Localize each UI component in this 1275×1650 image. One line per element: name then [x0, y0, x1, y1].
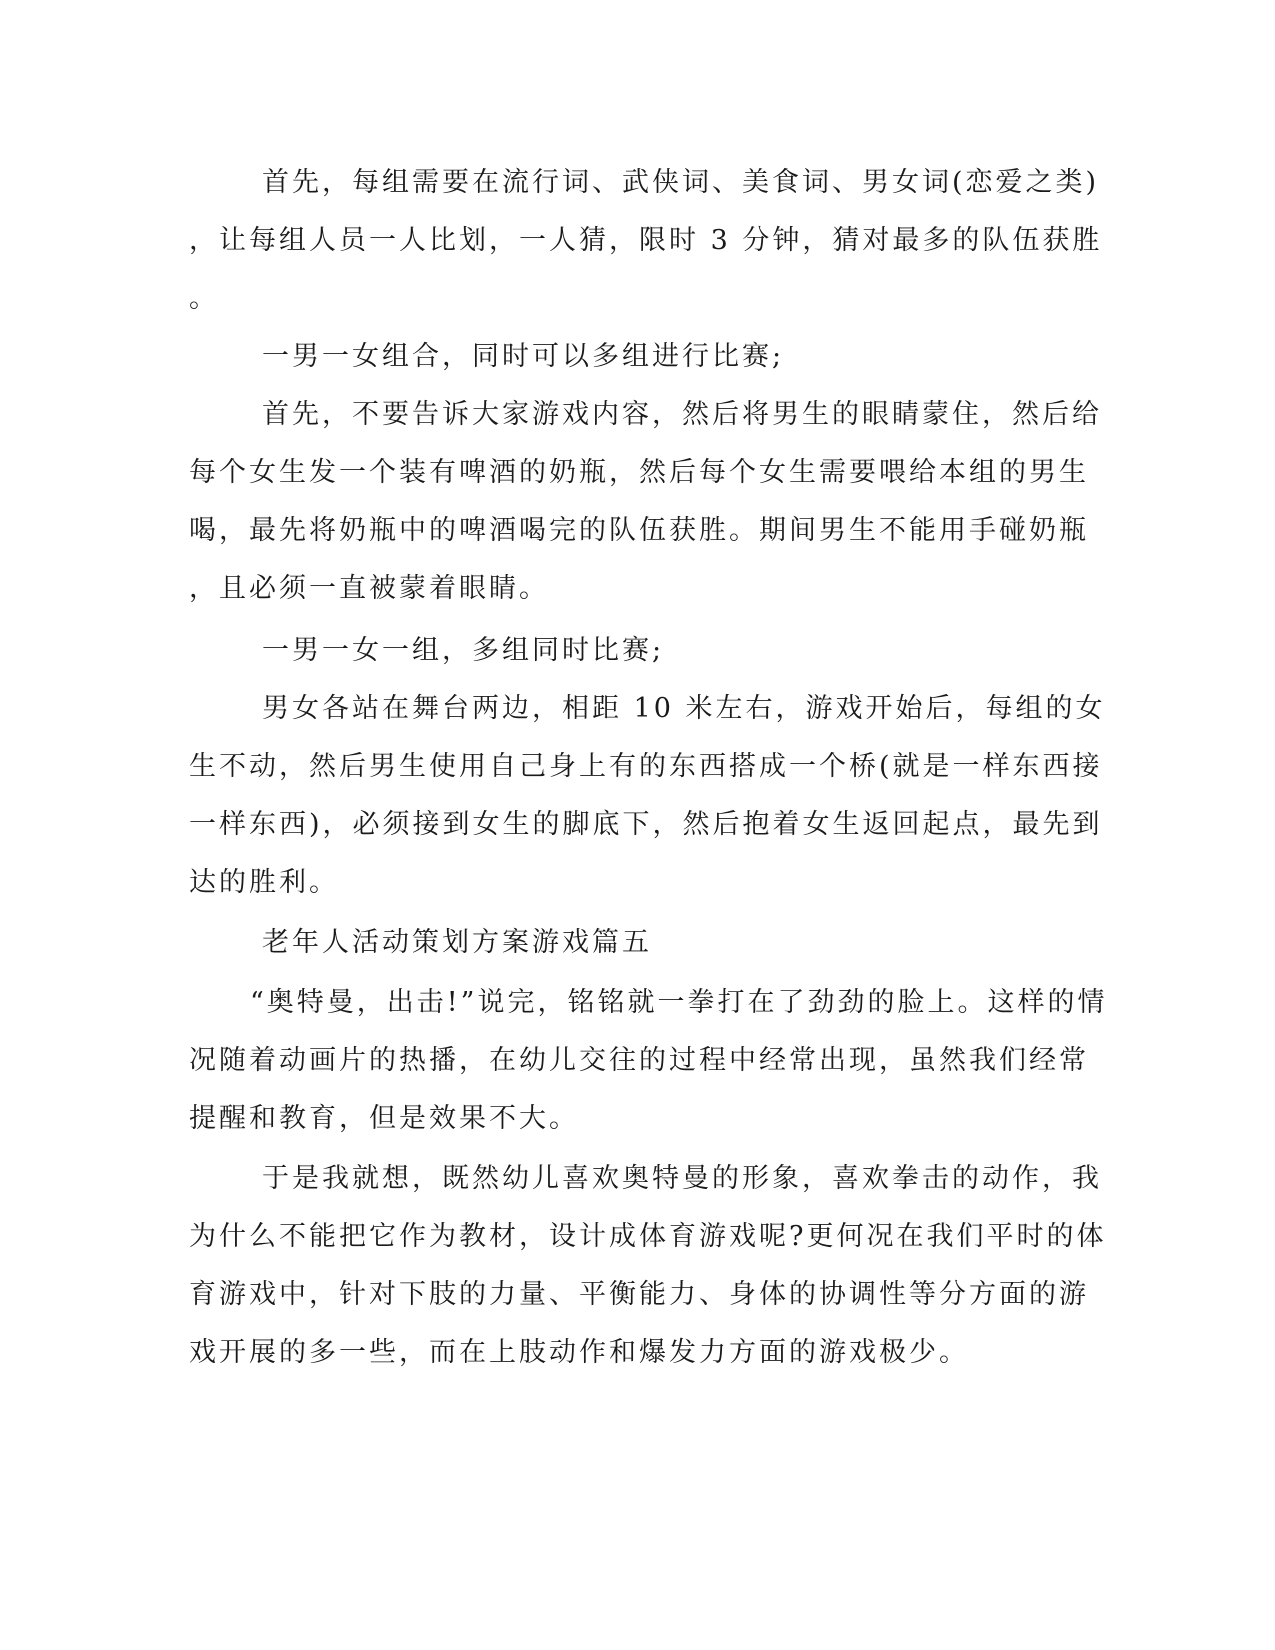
- text-line: 首先，每组需要在流行词、武侠词、美食词、男女词(恋爱之类): [262, 167, 1100, 198]
- text-line: 每个女生发一个装有啤酒的奶瓶，然后每个女生需要喂给本组的男生: [189, 457, 1089, 488]
- text-line: 一样东西)，必须接到女生的脚底下，然后抱着女生返回起点，最先到: [189, 809, 1103, 840]
- text-line: ，让每组人员一人比划，一人猜，限时 3 分钟，猜对最多的队伍获胜: [189, 225, 1103, 256]
- text-line: 况随着动画片的热播，在幼儿交往的过程中经常出现，虽然我们经常: [189, 1045, 1089, 1076]
- text-line: 育游戏中，针对下肢的力量、平衡能力、身体的协调性等分方面的游: [189, 1279, 1089, 1310]
- text-line: 。: [189, 283, 219, 314]
- text-line: 喝，最先将奶瓶中的啤酒喝完的队伍获胜。期间男生不能用手碰奶瓶: [189, 515, 1089, 546]
- text-line: 一男一女组合，同时可以多组进行比赛;: [262, 341, 785, 372]
- text-line: ，且必须一直被蒙着眼睛。: [189, 573, 549, 604]
- text-line: 首先，不要告诉大家游戏内容，然后将男生的眼睛蒙住，然后给: [262, 399, 1102, 430]
- text-line: 男女各站在舞台两边，相距 10 米左右，游戏开始后，每组的女: [262, 693, 1106, 724]
- text-line: 戏开展的多一些，而在上肢动作和爆发力方面的游戏极少。: [189, 1337, 969, 1368]
- text-line: “奥特曼，出击!”说完，铭铭就一拳打在了劲劲的脸上。这样的情: [250, 987, 1108, 1018]
- text-line: 一男一女一组，多组同时比赛;: [262, 635, 665, 666]
- text-line: 提醒和教育，但是效果不大。: [189, 1103, 579, 1134]
- text-line: 生不动，然后男生使用自己身上有的东西搭成一个桥(就是一样东西接: [189, 751, 1103, 782]
- section-heading: 老年人活动策划方案游戏篇五: [262, 927, 652, 958]
- text-line: 达的胜利。: [189, 867, 339, 898]
- text-line: 于是我就想，既然幼儿喜欢奥特曼的形象，喜欢拳击的动作，我: [262, 1163, 1102, 1194]
- text-line: 为什么不能把它作为教材，设计成体育游戏呢?更何况在我们平时的体: [189, 1221, 1107, 1252]
